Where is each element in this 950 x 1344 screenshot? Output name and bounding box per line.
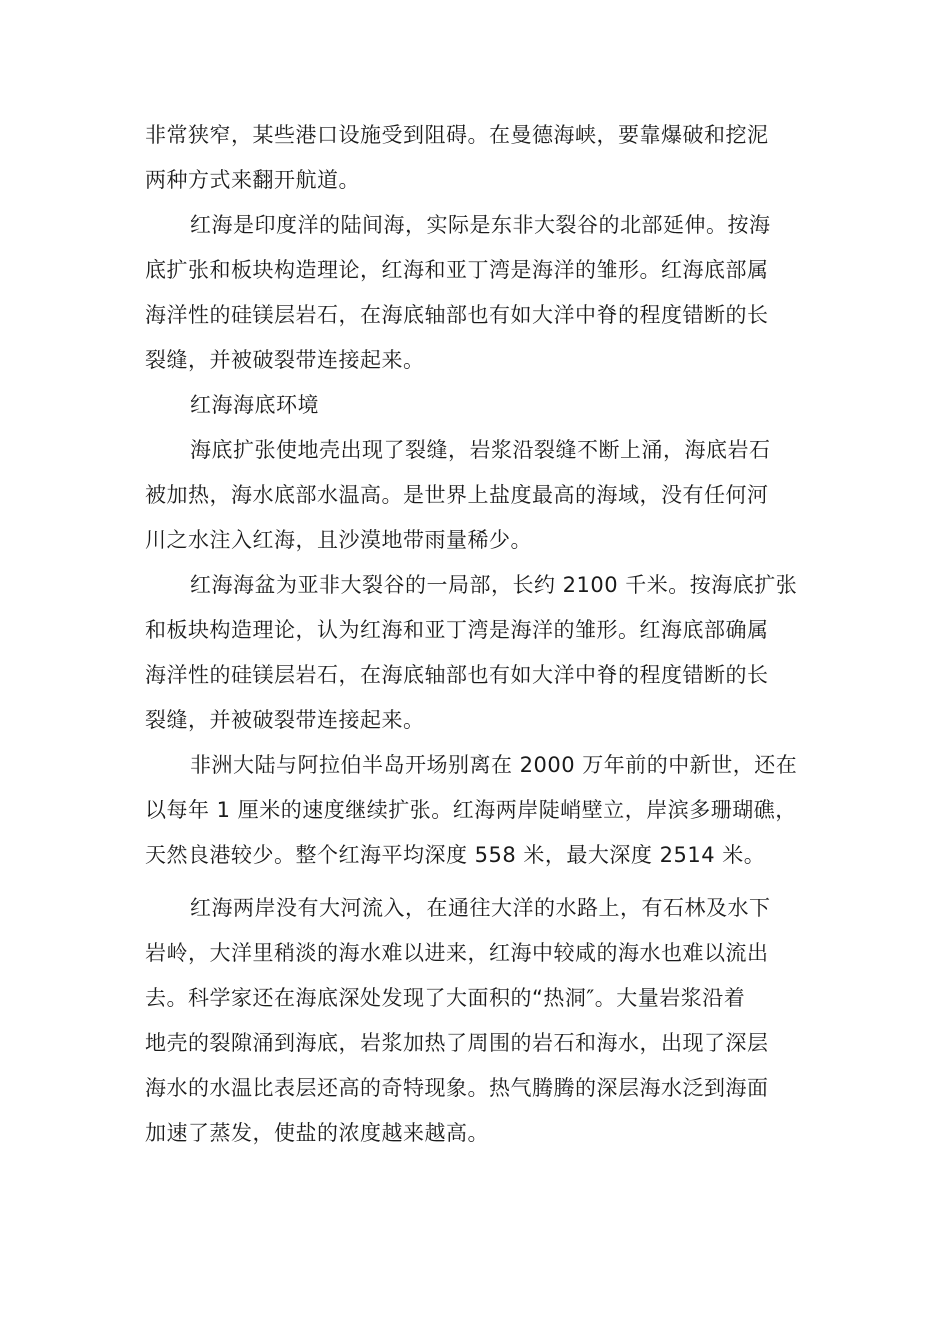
text-line: 两种方式来翻开航道。 [145,168,360,192]
text-line: 底扩张和板块构造理论，红海和亚丁湾是海洋的雏形。红海底部属 [145,258,769,282]
section-heading: 红海海底环境 [190,393,319,417]
text-line: 去。科学家还在海底深处发现了大面积的“热洞″。大量岩浆沿着 [145,986,746,1010]
text-line: 天然良港较少。整个红海平均深度 558 米，最大深度 2514 米。 [145,843,766,867]
paragraph-first-line: 红海是印度洋的陆间海，实际是东非大裂谷的北部延伸。按海 [190,213,771,237]
paragraph-first-line: 红海两岸没有大河流入，在通往大洋的水路上，有石林及水下 [190,896,771,920]
text-line: 海水的水温比表层还高的奇特现象。热气腾腾的深层海水泛到海面 [145,1076,769,1100]
text-line: 加速了蒸发，使盐的浓度越来越高。 [145,1121,489,1145]
text-line: 裂缝，并被破裂带连接起来。 [145,708,425,732]
text-line: 裂缝，并被破裂带连接起来。 [145,348,425,372]
paragraph-first-line: 红海海盆为亚非大裂谷的一局部，长约 2100 千米。按海底扩张 [190,573,798,597]
text-line: 地壳的裂隙涌到海底，岩浆加热了周围的岩石和海水，出现了深层 [145,1031,769,1055]
paragraph-first-line: 海底扩张使地壳出现了裂缝，岩浆沿裂缝不断上涌，海底岩石 [190,438,771,462]
text-line: 和板块构造理论，认为红海和亚丁湾是海洋的雏形。红海底部确属 [145,618,769,642]
paragraph-first-line: 非洲大陆与阿拉伯半岛开场别离在 2000 万年前的中新世，还在 [190,753,798,777]
text-line: 川之水注入红海，且沙漠地带雨量稀少。 [145,528,532,552]
text-line: 海洋性的硅镁层岩石，在海底轴部也有如大洋中脊的程度错断的长 [145,303,769,327]
text-line: 海洋性的硅镁层岩石，在海底轴部也有如大洋中脊的程度错断的长 [145,663,769,687]
text-line: 被加热，海水底部水温高。是世界上盐度最高的海域，没有任何河 [145,483,769,507]
text-line: 非常狭窄，某些港口设施受到阻碍。在曼德海峡，要靠爆破和挖泥 [145,123,769,147]
text-line: 以每年 1 厘米的速度继续扩张。红海两岸陡峭壁立，岸滨多珊瑚礁， [145,798,797,822]
text-line: 岩岭，大洋里稍淡的海水难以进来，红海中较咸的海水也难以流出 [145,941,769,965]
